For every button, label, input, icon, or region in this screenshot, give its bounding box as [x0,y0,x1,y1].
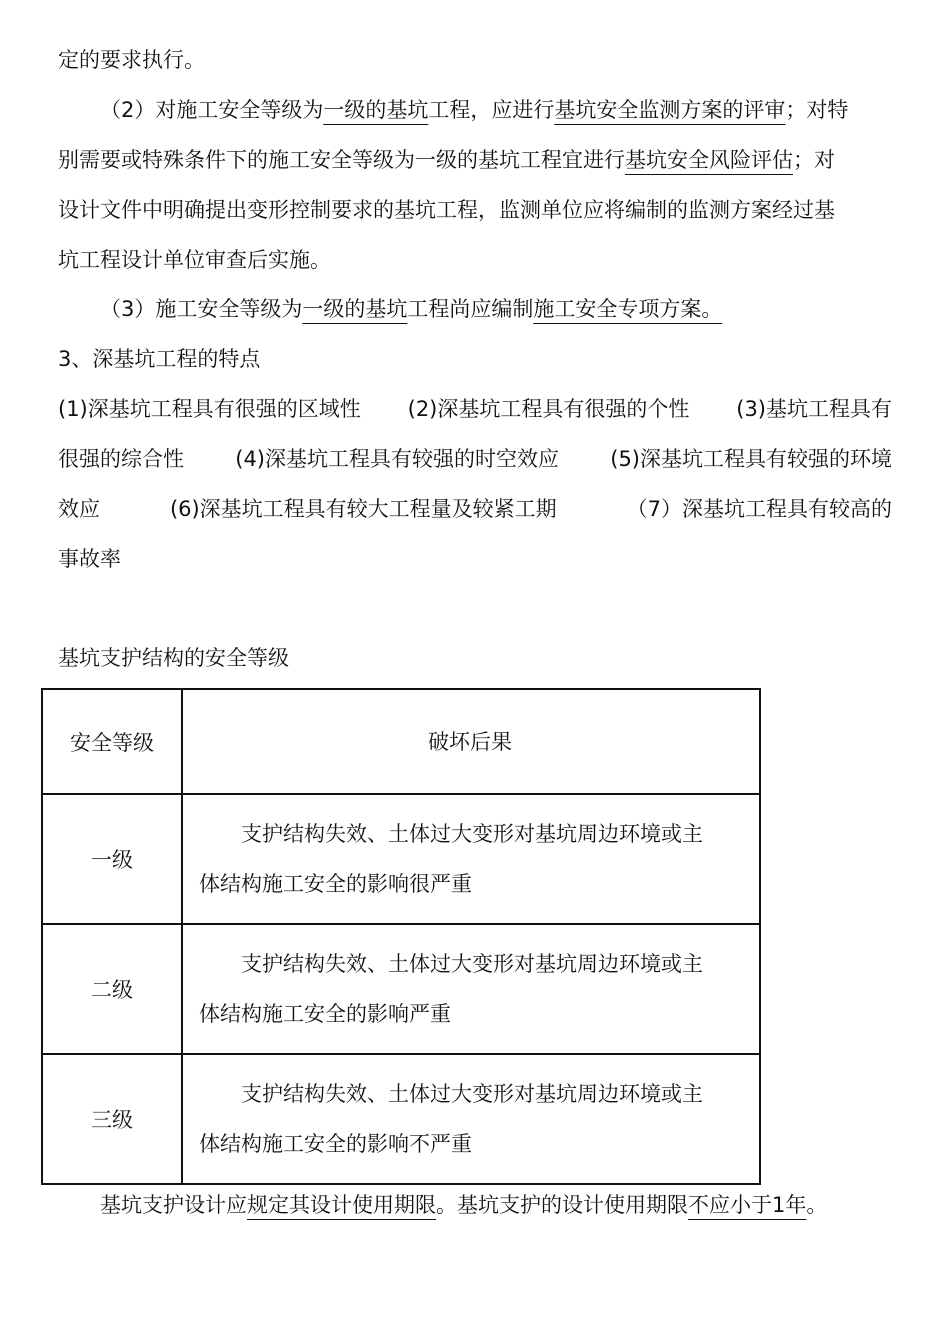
paragraph-line [58,195,835,225]
consequence-text: 支护结构失效、土体过大变形对基坑周边环境或主 [241,1082,703,1106]
paragraph-line [100,294,722,324]
feature-item: (1)深基坑工程具有很强的区域性 [58,397,361,421]
footer-line [100,1190,827,1220]
underlined-term: 基坑安全监测方案的评审 [554,98,786,122]
heading-text: 3、深基坑工程的特点 [58,347,261,371]
feature-item: (3)基坑工程具有 [736,397,892,421]
feature-item: （7）深基坑工程具有较高的 [626,497,892,521]
text-run: 工程尚应编制 [407,297,534,321]
text-run: 工程，应进行 [428,98,555,122]
text-run: （2）对施工安全等级为 [100,98,324,122]
section-heading [58,344,260,374]
features-line [58,494,892,524]
table-row [42,794,760,924]
paragraph-line [100,95,848,125]
paragraph-line [58,45,205,75]
underlined-term: 不应小于1年 [688,1193,807,1217]
table-row [42,1054,760,1184]
features-line [58,394,892,424]
consequence-text: 支护结构失效、土体过大变形对基坑周边环境或主 [241,822,703,846]
table-row [42,924,760,1054]
features-line [58,444,892,474]
header-cell-grade: 安全等级 [42,689,182,794]
consequence-line: 体结构施工安全的影响严重 [199,1002,451,1026]
text-run: ；对特 [785,98,849,122]
text-run: 定的要求执行。 [58,48,205,72]
feature-item: (5)深基坑工程具有较强的环境 [610,447,892,471]
table-title [58,643,289,673]
grade-cell: 二级 [42,924,182,1054]
feature-item: 很强的综合性 [58,447,184,471]
underlined-term: 一级的基坑 [302,297,408,321]
paragraph-line [58,245,331,275]
text-run: 设计文件中明确提出变形控制要求的基坑工程，监测单位应将编制的监测方案经过基 [58,198,835,222]
consequence-cell [182,924,760,1054]
underlined-term: 一级的基坑 [323,98,429,122]
table-header-row [42,689,760,794]
header-cell-consequence: 破坏后果 [182,689,760,794]
underlined-term: 施工安全专项方案。 [533,297,723,321]
feature-item: (2)深基坑工程具有很强的个性 [407,397,690,421]
text-run: 。 [806,1193,828,1217]
features-line [58,544,121,574]
consequence-line: 体结构施工安全的影响很严重 [199,872,472,896]
feature-item: (6)深基坑工程具有较大工程量及较紧工期 [169,497,557,521]
consequence-line [199,1069,741,1119]
text-run: 坑工程设计单位审查后实施。 [58,248,331,272]
text-run: 。基坑支护的设计使用期限 [436,1193,688,1217]
consequence-cell [182,794,760,924]
text-run: 别需要或特殊条件下的施工安全等级为一级的基坑工程宜进行 [58,148,625,172]
text-run: （3）施工安全等级为 [100,297,303,321]
table-title-text: 基坑支护结构的安全等级 [58,646,289,670]
underlined-term: 规定其设计使用期限 [247,1193,436,1217]
text-run: ；对 [793,148,835,172]
consequence-line [199,809,741,859]
text-run: 基坑支护设计应 [100,1193,247,1217]
underlined-term: 基坑安全风险评估 [625,148,793,172]
feature-item: 效应 [58,497,100,521]
grade-cell: 三级 [42,1054,182,1184]
grade-cell: 一级 [42,794,182,924]
feature-item: (4)深基坑工程具有较强的时空效应 [235,447,559,471]
consequence-cell [182,1054,760,1184]
consequence-line [199,939,741,989]
consequence-line: 体结构施工安全的影响不严重 [199,1132,472,1156]
consequence-text: 支护结构失效、土体过大变形对基坑周边环境或主 [241,952,703,976]
feature-item: 事故率 [58,547,121,571]
safety-grade-table [41,688,761,1185]
paragraph-line [58,145,835,175]
